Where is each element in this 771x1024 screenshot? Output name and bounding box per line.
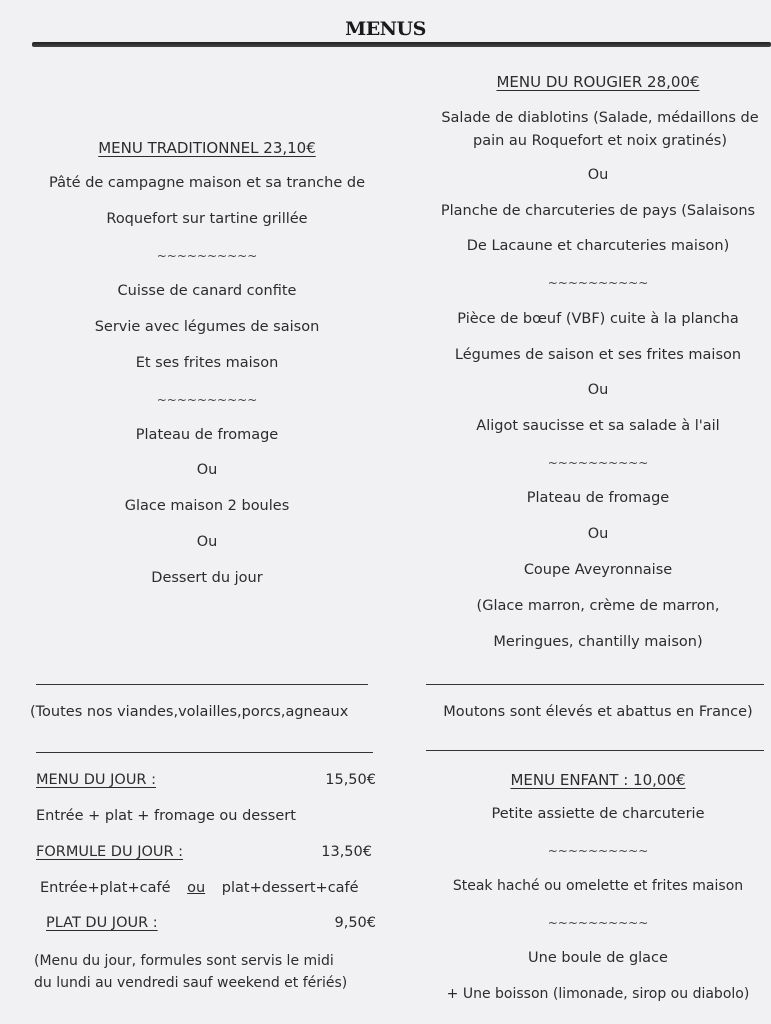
menu-line: Steak haché ou omelette et frites maison <box>452 878 744 894</box>
formule-or: ou <box>187 880 206 896</box>
menu-line: Planche de charcuteries de pays (Salaisons <box>440 203 756 219</box>
menu-du-jour-desc: Entrée + plat + fromage ou dessert <box>36 808 296 824</box>
menu-du-jour-note <box>34 950 384 994</box>
separator: ~~~~~~~~~~ <box>547 916 649 930</box>
menu-line: Pièce de bœuf (VBF) cuite à la plancha <box>457 311 739 327</box>
provenance-note-right: Moutons sont élevés et abattus en France) <box>443 704 753 720</box>
menu-line: Une boule de glace <box>528 950 668 966</box>
menu-traditionnel-heading: MENU TRADITIONNEL 23,10€ <box>98 139 316 157</box>
separator: ~~~~~~~~~~ <box>547 276 649 290</box>
menu-line: Ou <box>587 526 609 542</box>
page-title: MENUS <box>345 18 426 40</box>
menu-line: Servie avec légumes de saison <box>94 319 320 335</box>
menu-du-jour-section <box>30 0 380 1024</box>
separator: ~~~~~~~~~~ <box>547 456 649 470</box>
menu-line: + Une boisson (limonade, sirop ou diabolo) <box>446 986 750 1002</box>
menu-enfant <box>425 0 771 1024</box>
menu-line: Roquefort sur tartine grillée <box>106 211 308 227</box>
menu-line: Plateau de fromage <box>135 427 279 443</box>
menu-line: (Glace marron, crème de marron, <box>476 598 720 614</box>
formule-du-jour-price: 13,50€ <box>321 844 372 860</box>
separator: ~~~~~~~~~~ <box>156 393 258 407</box>
menu-line: Ou <box>196 534 218 550</box>
separator: ~~~~~~~~~~ <box>547 844 649 858</box>
menu-line: Et ses frites maison <box>135 355 279 371</box>
formule-option-a: Entrée+plat+café <box>40 880 171 896</box>
menu-line: Glace maison 2 boules <box>124 498 290 514</box>
menu-line: Plateau de fromage <box>526 490 670 506</box>
menu-line: Ou <box>587 382 609 398</box>
formule-du-jour-label: FORMULE DU JOUR : <box>36 844 184 860</box>
note-line: (Menu du jour, formules sont servis le midi <box>34 953 334 969</box>
menu-line: De Lacaune et charcuteries maison) <box>466 238 730 254</box>
menu-line: Pâté de campagne maison et sa tranche de <box>49 175 365 191</box>
provenance-note-left: (Toutes nos viandes,volailles,porcs,agneaux <box>30 704 349 720</box>
menu-line: Salade de diablotins (Salade, médaillons de pain au Roquefort et noix gratinés) <box>441 110 759 149</box>
plat-du-jour-label: PLAT DU JOUR : <box>46 915 158 931</box>
menu-line: Meringues, chantilly maison) <box>493 634 703 650</box>
menu-du-jour-price: 15,50€ <box>325 772 376 788</box>
menu-line: Petite assiette de charcuterie <box>491 806 705 822</box>
menu-rougier-heading: MENU DU ROUGIER 28,00€ <box>496 73 700 91</box>
menu-enfant-heading: MENU ENFANT : 10,00€ <box>510 771 686 789</box>
formule-option-b: plat+dessert+café <box>221 880 359 896</box>
separator: ~~~~~~~~~~ <box>156 249 258 263</box>
menu-line: Ou <box>196 462 218 478</box>
menu-line: Coupe Aveyronnaise <box>523 562 673 578</box>
formule-du-jour-desc <box>40 880 359 896</box>
plat-du-jour-price: 9,50€ <box>334 915 376 931</box>
menu-line: Ou <box>587 167 609 183</box>
menu-line: Cuisse de canard confite <box>117 283 297 299</box>
menu-line: Aligot saucisse et sa salade à l'ail <box>476 418 720 434</box>
menu-du-jour-label: MENU DU JOUR : <box>36 772 157 788</box>
note-line: du lundi au vendredi sauf weekend et fériés) <box>34 975 348 991</box>
menu-line: Légumes de saison et ses frites maison <box>454 347 742 363</box>
menu-line: Dessert du jour <box>151 570 263 586</box>
